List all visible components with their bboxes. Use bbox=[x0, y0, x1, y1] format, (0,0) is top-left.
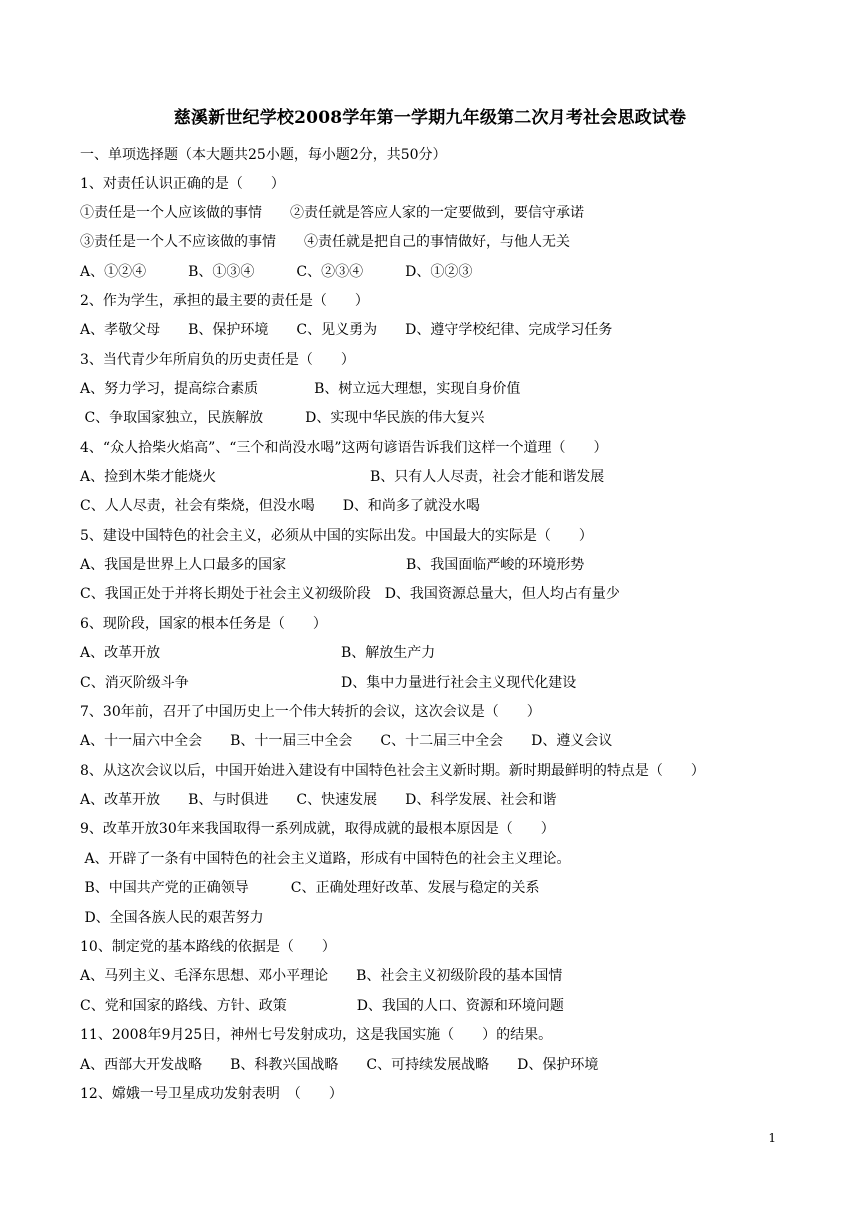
question-2: 2、作为学生，承担的最主要的责任是（ ） bbox=[80, 293, 369, 309]
q3-options-cd: C、争取国家独立，民族解放 D、实现中华民族的伟大复兴 bbox=[80, 410, 485, 426]
question-1: 1、对责任认识正确的是（ ） bbox=[80, 176, 285, 192]
question-11: 11、2008年9月25日，神州七号发射成功，这是我国实施（ ）的结果。 bbox=[80, 1027, 553, 1043]
q9-option-d: D、全国各族人民的艰苦努力 bbox=[80, 910, 264, 926]
q4-options-cd: C、人人尽责，社会有柴烧，但没水喝 D、和尚多了就没水喝 bbox=[80, 498, 480, 514]
q4-option-a: A、捡到木柴才能烧火 bbox=[80, 469, 217, 485]
q9-option-a: A、开辟了一条有中国特色的社会主义道路，形成有中国特色的社会主义理论。 bbox=[80, 851, 571, 867]
question-5: 5、建设中国特色的社会主义，必须从中国的实际出发。中国最大的实际是（ ） bbox=[80, 528, 593, 544]
q9-options-bc: B、中国共产党的正确领导 C、正确处理好改革、发展与稳定的关系 bbox=[80, 880, 540, 896]
q3-options-ab: A、努力学习，提高综合素质 B、树立远大理想，实现自身价值 bbox=[80, 381, 521, 397]
q6-option-b: B、解放生产力 bbox=[341, 645, 436, 661]
q5-options-cd: C、我国正处于并将长期处于社会主义初级阶段 D、我国资源总量大，但人均占有量少 bbox=[80, 586, 620, 602]
question-6: 6、现阶段，国家的根本任务是（ ） bbox=[80, 616, 327, 632]
q11-options: A、西部大开发战略 B、科教兴国战略 C、可持续发展战略 D、保护环境 bbox=[80, 1057, 599, 1073]
question-7: 7、30年前，召开了中国历史上一个伟大转折的会议，这次会议是（ ） bbox=[80, 704, 541, 720]
q10-options-cd: C、党和国家的路线、方针、政策 D、我国的人口、资源和环境问题 bbox=[80, 998, 564, 1014]
q5-option-a: A、我国是世界上人口最多的国家 bbox=[80, 557, 287, 573]
question-10: 10、制定党的基本路线的依据是（ ） bbox=[80, 939, 336, 955]
q1-statements-3-4: ③责任是一个人不应该做的事情 ④责任就是把自己的事情做好，与他人无关 bbox=[80, 234, 570, 250]
q7-options: A、十一届六中全会 B、十一届三中全会 C、十二届三中全会 D、遵义会议 bbox=[80, 733, 613, 749]
q1-options: A、①②④ B、①③④ C、②③④ D、①②③ bbox=[80, 264, 473, 280]
question-12: 12、嫦娥一号卫星成功发射表明 （ ） bbox=[80, 1086, 343, 1102]
question-8: 8、从这次会议以后，中国开始进入建设有中国特色社会主义新时期。新时期最鲜明的特点是（ ） bbox=[80, 763, 705, 779]
q5-option-b: B、我国面临严峻的环境形势 bbox=[406, 557, 585, 573]
question-9: 9、改革开放30年来我国取得一系列成就，取得成就的最根本原因是（ ） bbox=[80, 821, 555, 837]
q2-options: A、孝敬父母 B、保护环境 C、见义勇为 D、遵守学校纪律、完成学习任务 bbox=[80, 322, 613, 338]
question-4: 4、“众人拾柴火焰高”、“三个和尚没水喝”这两句谚语告诉我们这样一个道理（ ） bbox=[80, 440, 608, 456]
q4-option-b: B、只有人人尽责，社会才能和谐发展 bbox=[370, 469, 605, 485]
q1-statements-1-2: ①责任是一个人应该做的事情 ②责任就是答应人家的一定要做到，要信守承诺 bbox=[80, 205, 584, 221]
q6-option-d: D、集中力量进行社会主义现代化建设 bbox=[341, 675, 577, 691]
question-3: 3、当代青少年所肩负的历史责任是（ ） bbox=[80, 352, 355, 368]
page-number: 1 bbox=[768, 1131, 776, 1145]
q8-options: A、改革开放 B、与时俱进 C、快速发展 D、科学发展、社会和谐 bbox=[80, 792, 557, 808]
section-heading: 一、单项选择题（本大题共25小题，每小题2分，共50分） bbox=[80, 147, 447, 163]
q6-option-c: C、消灭阶级斗争 bbox=[80, 675, 189, 691]
q10-options-ab: A、马列主义、毛泽东思想、邓小平理论 B、社会主义初级阶段的基本国情 bbox=[80, 968, 563, 984]
exam-title: 慈溪新世纪学校2008学年第一学期九年级第二次月考社会思政试卷 bbox=[173, 108, 687, 128]
q6-option-a: A、改革开放 bbox=[80, 645, 161, 661]
